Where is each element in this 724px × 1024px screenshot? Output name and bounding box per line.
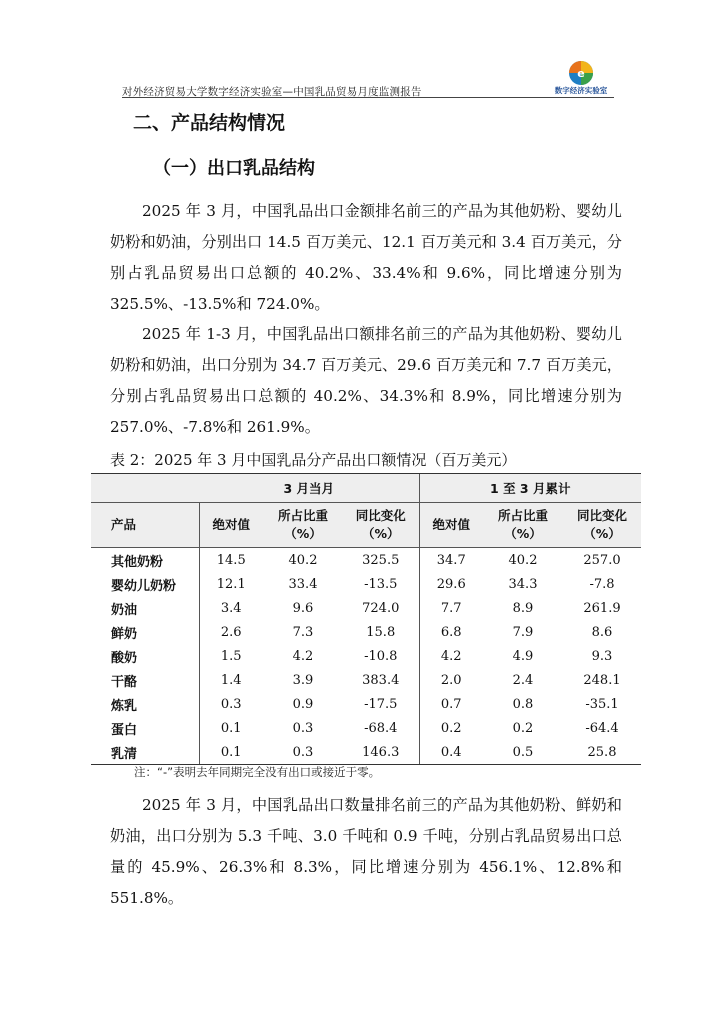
table-row — [91, 620, 641, 644]
column-header-line: 绝对值 — [212, 517, 250, 532]
lab-logo — [550, 60, 612, 96]
value-cell: 14.5 — [199, 548, 263, 573]
value-cell: -7.8 — [589, 576, 615, 592]
value-cell: -64.4 — [585, 720, 619, 736]
subsection-title: （一）出口乳品结构 — [153, 158, 315, 179]
page-header — [122, 60, 614, 100]
value-cell: 4.9 — [512, 648, 534, 664]
column-header-line: 所占比重 — [277, 508, 328, 523]
column-header — [419, 503, 483, 548]
logo-globe-icon — [550, 60, 612, 86]
value-cell: 8.6 — [591, 624, 613, 640]
value-cell: 34.3 — [508, 576, 538, 592]
value-cell: 2.0 — [419, 668, 483, 692]
value-cell: 325.5 — [362, 552, 400, 568]
value-cell: 0.2 — [419, 716, 483, 740]
value-cell: 40.2 — [288, 552, 318, 568]
value-cell: 15.8 — [366, 624, 396, 640]
value-cell: 25.8 — [563, 740, 641, 765]
value-cell: 33.4 — [288, 576, 318, 592]
column-header-line: 同比变化 — [355, 508, 406, 523]
column-header-line: 同比变化 — [576, 508, 627, 523]
table-row — [91, 716, 641, 740]
value-cell: 3.4 — [199, 596, 263, 620]
value-cell: -68.4 — [364, 720, 398, 736]
table-row — [91, 596, 641, 620]
column-header-line: 产品 — [111, 517, 137, 532]
paragraph-q1: 2025 年 1-3 月，中国乳品出口额排名前三的产品为其他奶粉、婴幼儿奶粉和奶油，出口分别为 34.7 百万美元、29.6 百万美元和 7.7 百万美元，分别占乳品贸易出口总额的 40.2%、34.3%和 8.9%，同比增速分别为 257.0%、-7.8%和 261.9%。 — [110, 325, 622, 436]
product-name-cell: 乳清 — [91, 740, 199, 765]
product-name-cell: 婴幼儿奶粉 — [111, 578, 177, 594]
column-header — [343, 503, 419, 548]
logo-text: 数字经济实验室 — [554, 86, 608, 95]
product-name-cell: 蛋白 — [111, 722, 138, 738]
product-name-cell: 酸奶 — [111, 650, 138, 666]
table-note: 注：“-”表明去年同期完全没有出口或接近于零。 — [134, 765, 381, 779]
table-row — [91, 548, 641, 573]
value-cell: 1.5 — [199, 644, 263, 668]
column-header — [563, 503, 641, 548]
value-cell: 9.3 — [591, 648, 613, 664]
column-header-line: 绝对值 — [432, 517, 470, 532]
value-cell: 40.2 — [508, 552, 538, 568]
header-divider — [122, 97, 614, 98]
value-cell: 2.4 — [512, 672, 534, 688]
table-row — [91, 644, 641, 668]
value-cell: 257.0 — [583, 552, 621, 568]
value-cell: 146.3 — [343, 740, 419, 765]
value-cell: 9.6 — [292, 600, 314, 616]
value-cell: 34.7 — [419, 548, 483, 573]
product-name-cell: 其他奶粉 — [111, 554, 164, 570]
value-cell: 0.4 — [419, 740, 483, 765]
svg-text:e: e — [577, 67, 585, 80]
section-title: 二、产品结构情况 — [133, 112, 286, 134]
value-cell: 261.9 — [583, 600, 621, 616]
value-cell: 0.5 — [483, 740, 563, 765]
value-cell: 724.0 — [362, 600, 400, 616]
value-cell: 7.3 — [292, 624, 314, 640]
table-column-header-row — [91, 503, 641, 548]
table-row — [91, 692, 641, 716]
value-cell: 29.6 — [419, 572, 483, 596]
column-header-line: （%） — [284, 526, 322, 541]
header-title: 对外经济贸易大学数字经济实验室—中国乳品贸易月度监测报告 — [122, 86, 422, 98]
value-cell: 1.4 — [199, 668, 263, 692]
value-cell: 2.6 — [199, 620, 263, 644]
product-name-cell: 奶油 — [111, 602, 138, 618]
paragraph-march: 2025 年 3 月，中国乳品出口金额排名前三的产品为其他奶粉、婴幼儿奶粉和奶油，分别出口 14.5 百万美元、12.1 百万美元和 3.4 百万美元，分别占乳品贸易出口总额的 40.2%、33.4%和 9.6%，同比增速分别为 325.5%、-13.5%和 724.0%。 — [110, 202, 622, 313]
column-header — [483, 503, 563, 548]
value-cell: 6.8 — [419, 620, 483, 644]
table-caption: 表 2：2025 年 3 月中国乳品分产品出口额情况（百万美元） — [110, 451, 517, 469]
value-cell: 0.3 — [263, 740, 343, 765]
product-name-cell: 炼乳 — [111, 698, 138, 714]
column-header-line: （%） — [583, 526, 621, 541]
group-header: 1 至 3 月累计 — [419, 474, 641, 503]
value-cell: -10.8 — [364, 648, 398, 664]
value-cell: -35.1 — [585, 696, 619, 712]
value-cell: 0.2 — [512, 720, 534, 736]
table-row — [91, 572, 641, 596]
value-cell: 0.1 — [199, 716, 263, 740]
table-row — [91, 668, 641, 692]
column-header — [199, 503, 263, 548]
column-header-line: （%） — [361, 526, 400, 541]
value-cell: 8.9 — [512, 600, 534, 616]
value-cell: 0.8 — [512, 696, 534, 712]
export-value-table — [91, 473, 641, 765]
value-cell: 3.9 — [292, 672, 314, 688]
value-cell: 0.3 — [292, 720, 314, 736]
table-group-header-row — [91, 474, 641, 503]
value-cell: 12.1 — [199, 572, 263, 596]
product-name-cell: 鲜奶 — [111, 626, 138, 642]
column-header — [263, 503, 343, 548]
value-cell: 4.2 — [419, 644, 483, 668]
column-header — [91, 503, 199, 548]
value-cell: 0.7 — [419, 692, 483, 716]
table-row — [91, 740, 641, 765]
product-name-cell: 干酪 — [111, 674, 138, 690]
value-cell: 7.7 — [419, 596, 483, 620]
value-cell: 383.4 — [362, 672, 400, 688]
value-cell: 7.9 — [512, 624, 534, 640]
value-cell: 0.9 — [292, 696, 314, 712]
value-cell: 0.3 — [199, 692, 263, 716]
value-cell: 0.1 — [199, 740, 263, 765]
paragraph-volume: 2025 年 3 月，中国乳品出口数量排名前三的产品为其他奶粉、鲜奶和奶油，出口分别为 5.3 千吨、3.0 千吨和 0.9 千吨，分别占乳品贸易出口总量的 45.9%、26.3%和 8.3%，同比增速分别为 456.1%、12.8%和 551.8%。 — [110, 796, 622, 907]
value-cell: -17.5 — [364, 696, 398, 712]
column-header-line: （%） — [504, 526, 542, 541]
value-cell: -13.5 — [364, 576, 398, 592]
value-cell: 248.1 — [583, 672, 621, 688]
column-header-line: 所占比重 — [497, 508, 548, 523]
header-blank-cell — [91, 474, 199, 503]
group-header: 3 月当月 — [199, 474, 419, 503]
value-cell: 4.2 — [292, 648, 314, 664]
